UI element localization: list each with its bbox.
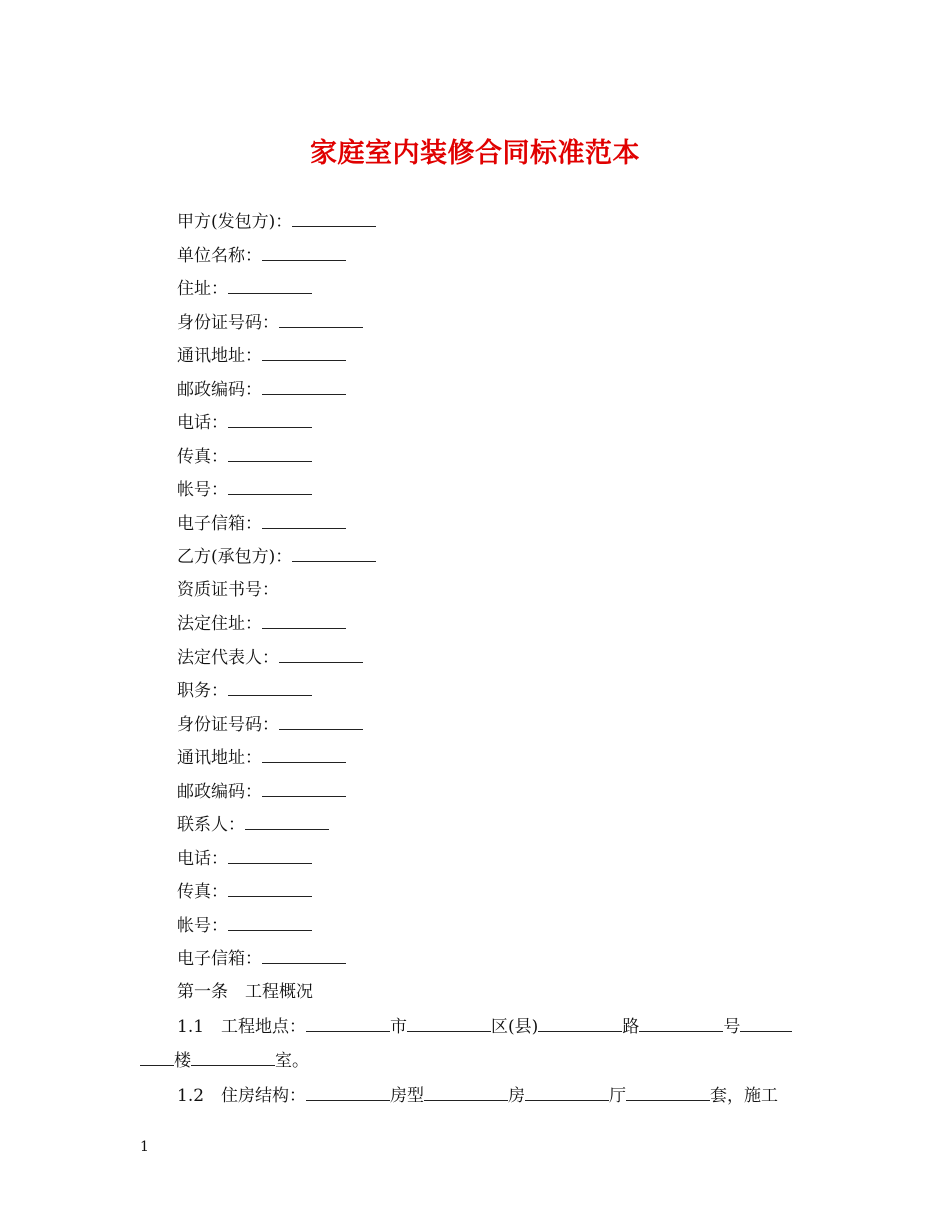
clause-text: 区(县)	[491, 1017, 539, 1037]
clause-text: 房型	[390, 1086, 425, 1106]
field-label: 法定代表人：	[177, 647, 279, 668]
clause-text: 市	[390, 1017, 408, 1037]
party-a-field	[177, 342, 817, 376]
field-label: 通讯地址：	[177, 346, 262, 366]
fill-blank[interactable]	[306, 1013, 390, 1032]
field-label: 传真：	[177, 446, 228, 467]
fill-blank[interactable]	[140, 1047, 174, 1066]
party-b-field	[177, 711, 817, 745]
party-b-field	[177, 845, 817, 879]
fill-blank[interactable]	[262, 376, 346, 395]
field-label: 职务：	[177, 681, 228, 701]
field-label: 帐号：	[177, 480, 228, 500]
party-a-field	[177, 275, 817, 309]
fill-blank[interactable]	[407, 1013, 491, 1032]
document-title: 家庭室内装修合同标准范本	[310, 138, 640, 169]
fill-blank[interactable]	[740, 1013, 792, 1032]
field-label: 邮政编码：	[177, 379, 262, 400]
party-b-field	[177, 677, 817, 711]
field-label: 通讯地址：	[177, 748, 262, 768]
field-label: 联系人：	[177, 815, 245, 835]
party-b-title-field	[177, 543, 817, 577]
party-b-field	[177, 912, 817, 946]
clause-text: 号	[723, 1017, 741, 1037]
fill-blank[interactable]	[228, 878, 312, 897]
fill-blank[interactable]	[538, 1013, 622, 1032]
party-a-field	[177, 476, 817, 510]
fill-blank[interactable]	[279, 309, 363, 328]
clause-label: 1.1 工程地点：	[177, 1017, 307, 1037]
clause-1-1-line-2	[140, 1047, 309, 1074]
fill-blank[interactable]	[639, 1013, 723, 1032]
fill-blank[interactable]	[424, 1082, 508, 1101]
fill-blank[interactable]	[228, 409, 312, 428]
field-label: 帐号：	[177, 915, 228, 936]
party-a-field	[177, 443, 817, 477]
field-label: 住址：	[177, 279, 228, 299]
field-label: 电话：	[177, 413, 228, 433]
fill-blank[interactable]	[228, 845, 312, 864]
fill-blank[interactable]	[262, 510, 346, 529]
field-label: 甲方(发包方)：	[177, 212, 293, 232]
party-a-field	[177, 510, 817, 544]
field-label: 乙方(承包方)：	[177, 547, 293, 567]
fill-blank[interactable]	[228, 677, 312, 696]
fill-blank[interactable]	[262, 945, 346, 964]
field-label: 身份证号码：	[177, 312, 279, 333]
field-label: 身份证号码：	[177, 714, 279, 735]
fill-blank[interactable]	[306, 1082, 390, 1101]
party-a-field	[177, 376, 817, 410]
party-a-field	[177, 409, 817, 443]
page-number: 1	[140, 1139, 149, 1155]
section-heading: 第一条 工程概况	[177, 982, 313, 1002]
fill-blank[interactable]	[228, 476, 312, 495]
party-a-field	[177, 208, 817, 242]
party-b-field	[177, 878, 817, 912]
fill-blank[interactable]	[525, 1082, 609, 1101]
party-b-field	[177, 744, 817, 778]
fill-blank[interactable]	[228, 275, 312, 294]
party-b-field	[177, 778, 817, 812]
party-b-field	[177, 644, 817, 678]
fill-blank[interactable]	[262, 242, 346, 261]
fill-blank[interactable]	[228, 912, 312, 931]
party-a-field	[177, 309, 817, 343]
clause-text: 楼	[174, 1051, 191, 1071]
clause-text: 套，施工	[710, 1086, 779, 1106]
fill-blank[interactable]	[228, 443, 312, 462]
field-label: 法定住址：	[177, 614, 262, 634]
field-label: 邮政编码：	[177, 781, 262, 802]
fill-blank[interactable]	[279, 644, 363, 663]
party-b-field	[177, 945, 817, 979]
party-a-field	[177, 242, 817, 276]
fill-blank[interactable]	[279, 711, 363, 730]
field-label: 传真：	[177, 882, 228, 902]
clause-text: 房	[508, 1086, 526, 1106]
fill-blank[interactable]	[626, 1082, 710, 1101]
fill-blank[interactable]	[245, 811, 329, 830]
party-b-field	[177, 610, 817, 644]
clause-text: 厅	[609, 1086, 627, 1106]
fill-blank[interactable]	[191, 1047, 275, 1066]
clause-label: 1.2 住房结构：	[177, 1086, 307, 1106]
clause-1-2	[177, 1082, 778, 1109]
field-label: 电子信箱：	[177, 949, 262, 969]
field-label: 电子信箱：	[177, 513, 262, 534]
field-label: 电话：	[177, 848, 228, 869]
fill-blank[interactable]	[292, 208, 376, 227]
party-info-list	[177, 208, 817, 979]
party-b-cert-field	[177, 577, 817, 611]
fill-blank[interactable]	[262, 342, 346, 361]
clause-text: 室。	[275, 1051, 309, 1071]
party-b-field	[177, 811, 817, 845]
fill-blank[interactable]	[262, 610, 346, 629]
clause-1-1-line-1	[177, 1013, 792, 1040]
fill-blank[interactable]	[262, 778, 346, 797]
field-label: 单位名称：	[177, 245, 262, 266]
clause-text: 路	[622, 1017, 640, 1037]
fill-blank[interactable]	[292, 543, 376, 562]
field-label: 资质证书号：	[177, 579, 279, 600]
fill-blank[interactable]	[262, 744, 346, 763]
